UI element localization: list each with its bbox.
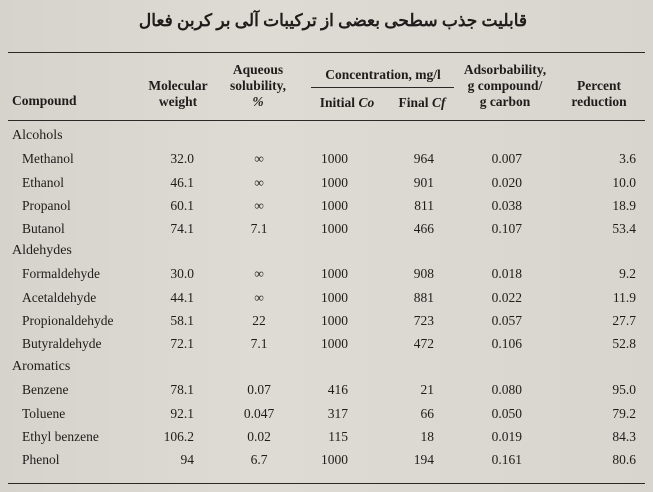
- cell-solubility: 0.02: [247, 428, 271, 444]
- cell-initial: 1000: [321, 221, 348, 237]
- cell-final: 723: [413, 312, 434, 328]
- cell-adsorbability: 0.106: [491, 336, 522, 352]
- cell-final: 964: [413, 151, 434, 167]
- cell-compound: Toluene: [22, 405, 66, 421]
- cell-adsorbability: 0.019: [491, 428, 522, 444]
- cell-molecular-weight: 74.1: [170, 221, 194, 237]
- cell-initial: 1000: [321, 336, 348, 352]
- header-aqueous-solubility: Aqueous solubility, %: [230, 62, 286, 109]
- cell-initial: 1000: [321, 174, 348, 190]
- header-final: Final Cf: [398, 95, 446, 110]
- cell-reduction: 10.0: [612, 174, 636, 190]
- group-label: Alcohols: [12, 128, 63, 143]
- cell-compound: Acetaldehyde: [22, 289, 97, 305]
- cell-final: 811: [414, 197, 434, 213]
- cell-compound: Butyraldehyde: [22, 336, 102, 352]
- cell-molecular-weight: 44.1: [170, 289, 194, 305]
- cell-adsorbability: 0.022: [491, 289, 522, 305]
- cell-molecular-weight: 46.1: [170, 174, 194, 190]
- header-compound: Compound: [12, 93, 77, 108]
- cell-compound: Methanol: [22, 151, 74, 167]
- cell-molecular-weight: 32.0: [170, 151, 194, 167]
- header-initial: Initial Co: [319, 95, 375, 110]
- cell-initial: 317: [327, 405, 348, 421]
- cell-solubility: 22: [252, 312, 266, 328]
- cell-adsorbability: 0.107: [491, 221, 522, 237]
- cell-initial: 1000: [321, 289, 348, 305]
- cell-final: 881: [413, 289, 434, 305]
- cell-reduction: 95.0: [612, 382, 636, 398]
- cell-final: 472: [413, 336, 434, 352]
- cell-molecular-weight: 92.1: [170, 405, 194, 421]
- cell-final: 908: [413, 266, 434, 282]
- cell-solubility: ∞: [254, 289, 264, 305]
- cell-reduction: 80.6: [612, 452, 636, 468]
- cell-final: 66: [420, 405, 434, 421]
- cell-solubility: 7.1: [250, 221, 268, 237]
- cell-compound: Formaldehyde: [22, 266, 100, 282]
- header-concentration: Concentration, mg/l: [325, 67, 441, 82]
- cell-compound: Benzene: [22, 382, 69, 398]
- cell-final: 21: [420, 382, 434, 398]
- cell-solubility: 6.7: [250, 452, 268, 468]
- cell-initial: 115: [328, 428, 348, 444]
- cell-reduction: 52.8: [612, 336, 636, 352]
- cell-compound: Propanol: [22, 197, 71, 213]
- cell-compound: Ethyl benzene: [22, 428, 99, 444]
- cell-reduction: 27.7: [612, 312, 636, 328]
- cell-molecular-weight: 78.1: [170, 382, 194, 398]
- cell-reduction: 53.4: [612, 221, 636, 237]
- cell-initial: 1000: [321, 197, 348, 213]
- cell-adsorbability: 0.080: [491, 382, 522, 398]
- cell-compound: Ethanol: [22, 174, 64, 190]
- cell-solubility: 7.1: [250, 336, 268, 352]
- cell-solubility: ∞: [254, 197, 264, 213]
- cell-adsorbability: 0.050: [491, 405, 522, 421]
- header-percent-reduction: Percent reduction: [571, 78, 627, 109]
- cell-adsorbability: 0.057: [491, 312, 522, 328]
- group-label: Aldehydes: [12, 243, 72, 258]
- cell-adsorbability: 0.007: [491, 151, 522, 167]
- cell-solubility: 0.047: [243, 405, 275, 421]
- cell-initial: 416: [327, 382, 348, 398]
- cell-adsorbability: 0.038: [491, 197, 522, 213]
- cell-molecular-weight: 60.1: [170, 197, 194, 213]
- cell-compound: Butanol: [22, 221, 65, 237]
- cell-initial: 1000: [321, 266, 348, 282]
- header-rule: [8, 120, 645, 121]
- cell-compound: Propionaldehyde: [22, 312, 114, 328]
- group-label: Aromatics: [12, 359, 71, 374]
- cell-initial: 1000: [321, 312, 348, 328]
- cell-solubility: ∞: [254, 266, 264, 282]
- cell-solubility: 0.07: [247, 382, 271, 398]
- cell-initial: 1000: [321, 452, 348, 468]
- cell-adsorbability: 0.161: [491, 452, 522, 468]
- cell-reduction: 11.9: [612, 289, 636, 305]
- cell-molecular-weight: 106.2: [163, 428, 194, 444]
- header-molecular-weight: Molecular weight: [148, 78, 208, 109]
- concentration-rule: [311, 87, 454, 88]
- cell-reduction: 9.2: [619, 266, 636, 282]
- cell-reduction: 79.2: [612, 405, 636, 421]
- cell-final: 194: [413, 452, 434, 468]
- cell-final: 901: [413, 174, 434, 190]
- cell-reduction: 84.3: [612, 428, 636, 444]
- cell-solubility: ∞: [254, 151, 264, 167]
- header-adsorbability: Adsorbability, g compound/ g carbon: [463, 62, 547, 109]
- cell-solubility: ∞: [254, 174, 264, 190]
- cell-adsorbability: 0.018: [491, 266, 522, 282]
- cell-molecular-weight: 94: [180, 452, 194, 468]
- cell-final: 18: [420, 428, 434, 444]
- top-rule: [8, 52, 645, 53]
- cell-molecular-weight: 30.0: [170, 266, 194, 282]
- cell-initial: 1000: [321, 151, 348, 167]
- cell-adsorbability: 0.020: [491, 174, 522, 190]
- cell-molecular-weight: 72.1: [170, 336, 194, 352]
- cell-reduction: 3.6: [619, 151, 636, 167]
- cell-molecular-weight: 58.1: [170, 312, 194, 328]
- cell-reduction: 18.9: [612, 197, 636, 213]
- cell-compound: Phenol: [22, 452, 60, 468]
- bottom-rule: [8, 483, 645, 484]
- cell-final: 466: [413, 221, 434, 237]
- persian-caption: قابلیت جذب سطحی بعضی از ترکیبات آلی بر کربن فعال: [138, 11, 527, 30]
